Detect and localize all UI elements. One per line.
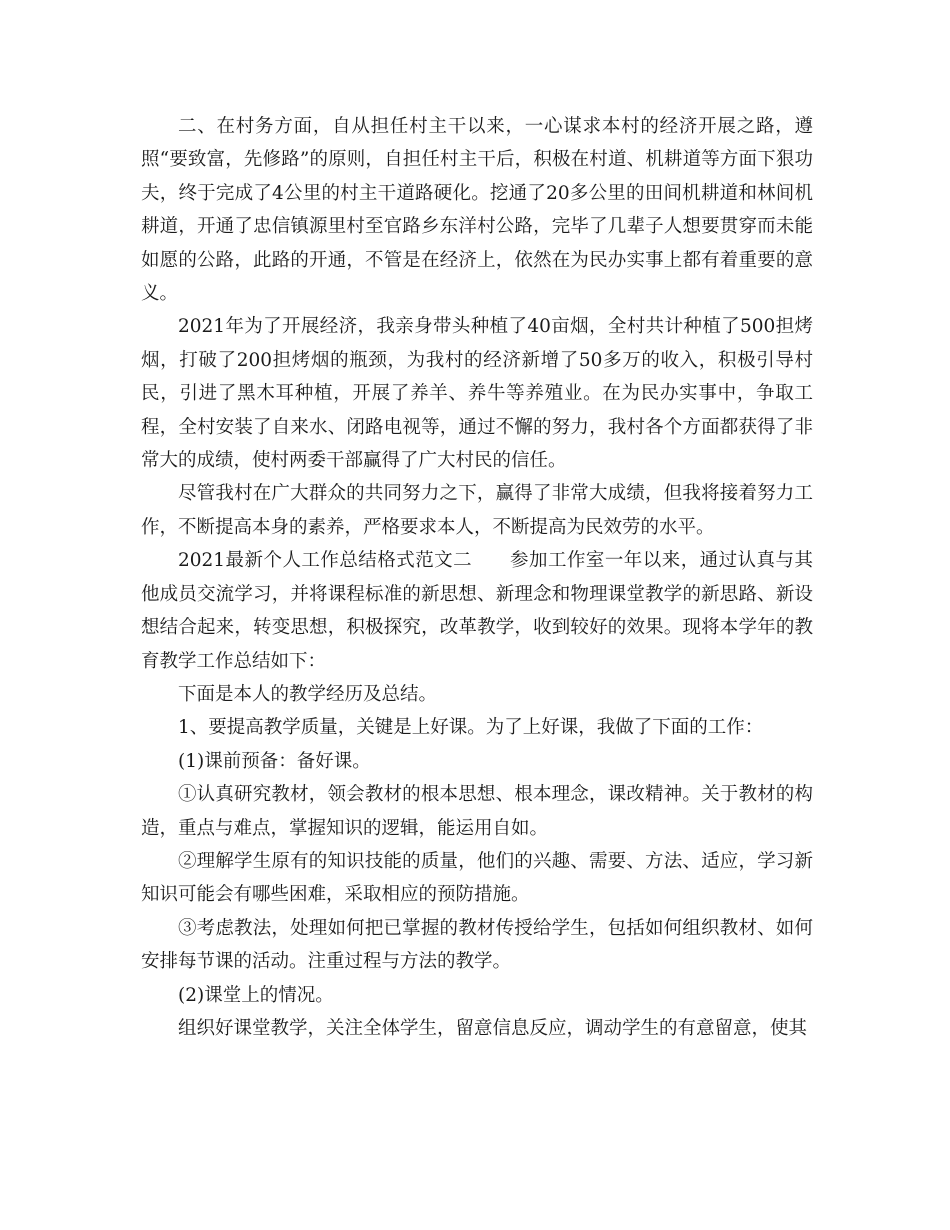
document-body	[141, 110, 813, 1045]
paragraph-summary-two-intro: 2021最新个人工作总结格式范文二 参加工作室一年以来，通过认真与其他成员交流学习，并将课程标准的新思想、新理念和物理课堂教学的新思路、新设想结合起来，转变思想，积极探究，改革教学，收到较好的效果。现将本学年的教育教学工作总结如下：	[141, 550, 813, 672]
paragraph-teaching-experience: 下面是本人的教学经历及总结。	[178, 683, 438, 705]
paragraph-continued-effort: 尽管我村在广大群众的共同努力之下，赢得了非常大成绩，但我将接着努力工作，不断提高本身的素养，严格要求本人，不断提高为民效劳的水平。	[141, 483, 813, 538]
paragraph-item-teaching-method: ③考虑教法，处理如何把已掌握的教材传授给学生，包括如何组织教材、如何安排每节课的活动。注重过程与方法的教学。	[141, 917, 813, 973]
paragraph-classroom-organization: 组织好课堂教学，关注全体学生，留意信息反应，调动学生的有意留意，使其	[178, 1017, 808, 1039]
paragraph-item-1-prep: (1)课前预备：备好课。	[178, 750, 371, 772]
paragraph-2021-economy: 2021年为了开展经济，我亲身带头种植了40亩烟，全村共计种植了500担烤烟，打破了200担烤烟的瓶颈，为我村的经济新增了50多万的收入，积极引导村民，引进了黑木耳种植，开展了养羊、养牛等养殖业。在为民办实事中，争取工程，全村安装了自来水、闭路电视等，通过不懈的努力，我村各个方面都获得了非常大的成绩，使村两委干部赢得了广大村民的信任。	[141, 316, 813, 472]
paragraph-item-study-materials: ①认真研究教材，领会教材的根本思想、根本理念，课改精神。关于教材的构造，重点与难点，掌握知识的逻辑，能运用自如。	[141, 784, 813, 839]
paragraph-item-understand-students: ②理解学生原有的知识技能的质量，他们的兴趣、需要、方法、适应，学习新知识可能会有哪些困难，采取相应的预防措施。	[141, 850, 813, 906]
paragraph-item-2-classroom: (2)课堂上的情况。	[178, 984, 334, 1006]
paragraph-village-roads: 二、在村务方面，自从担任村主干以来，一心谋求本村的经济开展之路，遵照“要致富，先修路”的原则，自担任村主干后，积极在村道、机耕道等方面下狠功夫，终于完成了4公里的村主干道路硬化。挖通了20多公里的田间机耕道和林间机耕道，开通了忠信镇源里村至官路乡东洋村公路，完毕了几辈子人想要贯穿而未能如愿的公路，此路的开通，不管是在经济上，依然在为民办实事上都有着重要的意义。	[141, 116, 813, 305]
paragraph-point-1: 1、要提高教学质量，关键是上好课。为了上好课，我做了下面的工作：	[178, 717, 764, 739]
